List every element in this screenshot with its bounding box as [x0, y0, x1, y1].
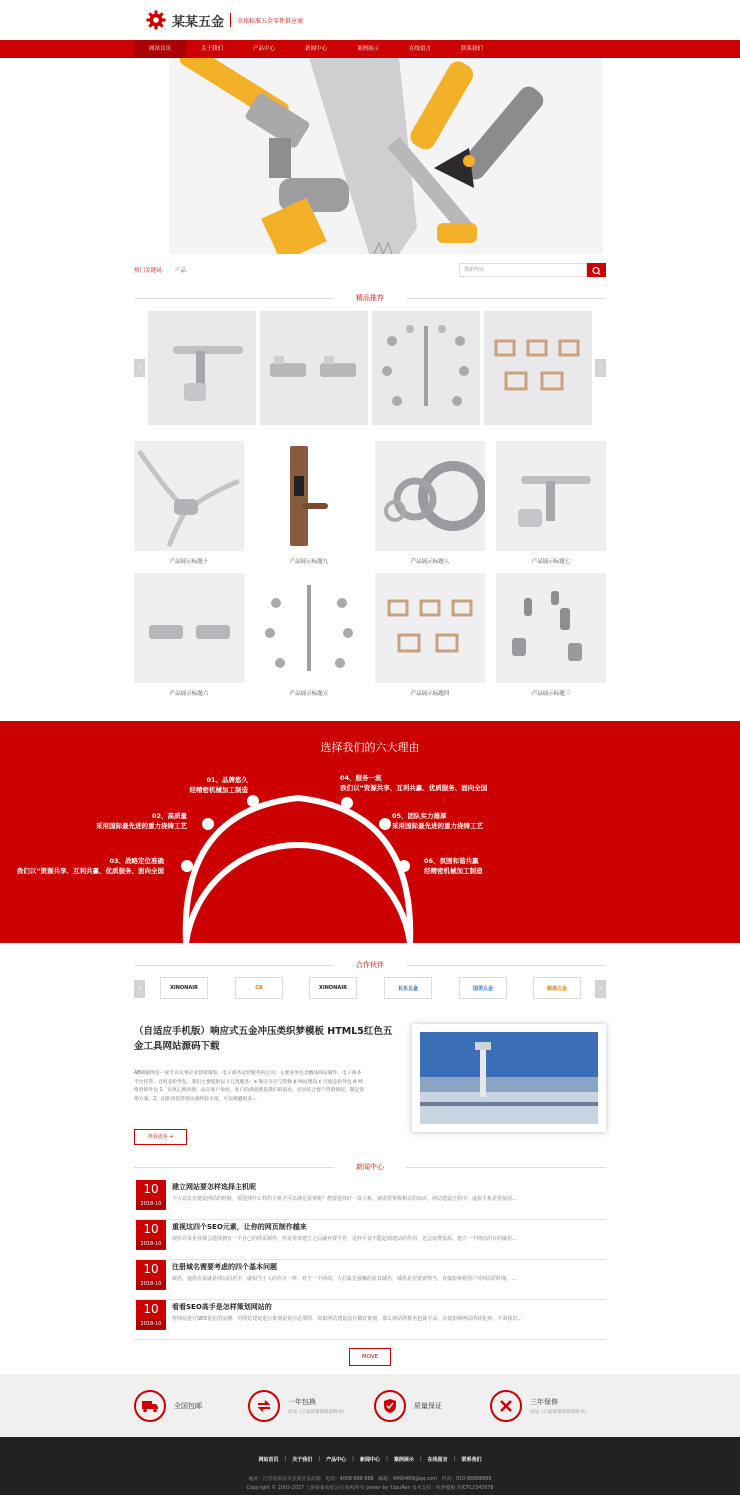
carousel-item[interactable]	[372, 311, 480, 425]
featured-section-title	[134, 292, 606, 304]
product-caption: 产品展示标题十	[169, 559, 209, 565]
partner-logo[interactable]: CX	[235, 977, 283, 999]
footer-link[interactable]: 案例展示	[393, 1457, 414, 1463]
partners-prev-arrow[interactable]: ‹	[134, 980, 145, 998]
logo-text: 某某五金	[172, 14, 225, 30]
featured-title-text: 精品推荐	[356, 294, 384, 302]
footer-link[interactable]: 新闻中心	[359, 1457, 380, 1463]
product-caption: 产品展示标题四	[410, 691, 450, 697]
nav-item-news[interactable]: 新闻中心	[304, 46, 327, 52]
airport-tower-image	[420, 1032, 598, 1124]
nav-item-home[interactable]: 网站首页	[134, 40, 186, 58]
service-item-shipping	[134, 1390, 202, 1422]
product-image	[254, 573, 364, 683]
exchange-icon	[248, 1390, 280, 1422]
product-image	[375, 441, 485, 551]
footer-link[interactable]: 网站首页	[258, 1457, 279, 1463]
news-date: 10 2018-10	[136, 1180, 166, 1210]
news-title[interactable]: 注册域名需要考虑的四个基本问题	[172, 1263, 277, 1271]
slogan: 全球标准五金零件供应商	[237, 17, 304, 25]
news-date: 10 2018-10	[136, 1220, 166, 1250]
search-button[interactable]	[587, 263, 606, 277]
partner-logo[interactable]: XINONAIR	[160, 977, 208, 999]
news-title[interactable]: 重视这四个SEO元素，让你的网页制作越来	[172, 1223, 307, 1231]
product-card[interactable]	[496, 441, 606, 565]
partners-title-text: 合作伙伴	[356, 961, 384, 969]
product-image	[375, 573, 485, 683]
nav-item-message[interactable]: 在线留言	[408, 46, 431, 52]
search-icon	[587, 264, 606, 278]
footer	[0, 1437, 740, 1495]
partners-next-arrow[interactable]: ›	[595, 980, 606, 998]
carousel-next-arrow[interactable]: ›	[595, 359, 606, 377]
about-body: AB模板网是一家专业从事企业营销策划、电子商务运营服务的公司，主要业务包含精品网站制作、电子商务平台托管、百度竞价外包、我们主要提供以下几类服务：a 淘宝开店与装修 b 网站建设 c 百度竞价外包 d 网络营销外包 1、以真心换真情，站在客户角度，客户的满意就是我们的追求，切实结合客户营销情况，制定营销方案。2、团队用信营销实战经验丰富，可以规避很多...	[134, 1071, 365, 1102]
footer-link[interactable]: 关于我们	[292, 1457, 313, 1463]
reasons-title: 选择我们的六大理由	[320, 741, 420, 754]
partner-logo[interactable]: 国美五金	[459, 977, 507, 999]
service-title: 三年保修	[530, 1398, 558, 1406]
reason-item-3: 03、战略定位准确 我们以“资源共享、互利共赢、优质服务、面向全国	[16, 857, 164, 875]
main-nav	[0, 40, 740, 58]
product-card[interactable]	[375, 573, 485, 697]
service-title: 全国包邮	[174, 1402, 202, 1410]
footer-copyright: Copyright © 2002-2017 上海某某商贸公司 版权所有 power by YzpuRen 技术支持：织梦模板 苏ICP12345678	[246, 1486, 494, 1491]
product-image	[496, 573, 606, 683]
reason-item-5: 05、团队实力雄厚 采用国际最先进的重力浇铸工艺	[392, 812, 483, 830]
hot-keywords-label: 热门关键词：	[134, 268, 168, 274]
product-card[interactable]	[134, 441, 244, 565]
service-bar	[0, 1374, 740, 1437]
reason-item-6: 06、氛围和谐共赢 经精密机械加工制造	[424, 857, 483, 875]
product-caption: 产品展示标题七	[531, 559, 571, 565]
connector-parts-image	[260, 311, 368, 425]
reason-item-4: 04、服务一流 我们以“资源共享、互利共赢、优质服务、面向全国	[340, 774, 488, 792]
footer-address: 地址：江苏省南京市玄武区玄武湖 电话：4008-888-888 邮箱：9490489@qq.com 传真：010-88888888	[248, 1477, 492, 1482]
tools-icon	[490, 1390, 522, 1422]
news-item[interactable]	[134, 1220, 606, 1260]
product-card[interactable]	[375, 441, 485, 565]
reason-item-2: 02、高质量 采用国际最先进的重力浇铸工艺	[96, 812, 187, 830]
product-card[interactable]	[496, 573, 606, 697]
news-title[interactable]: 建立网站要怎样选择主机呢	[172, 1183, 256, 1191]
news-section-title	[134, 1161, 606, 1173]
news-summary: 现在许多企业都会选择拥有一个自己的网页制作，但是常常建立之后就弃置不管，这样不仅不能起到建站的作用，还会浪费资源。建立一个网站的目的就在...	[172, 1236, 517, 1242]
about-title[interactable]: （自适应手机版）响应式五金冲压类织梦模板 HTML5红色五金工具网站源码下载	[134, 1026, 393, 1052]
product-image	[496, 441, 606, 551]
news-more-button[interactable]: MOVE	[349, 1348, 391, 1366]
product-caption: 产品展示标题五	[289, 691, 329, 697]
tools-banner-image	[169, 58, 603, 254]
about-more-button[interactable]: 查看更多 +	[134, 1129, 187, 1145]
news-summary: 个人站长在建设网站的时候，要选择什么样的主机才可以满足需要呢？想要选择好一款主机，就需要掌握相关的知识。网站建设过程中，虚拟主机是常使用...	[172, 1196, 517, 1202]
news-title[interactable]: 看看SEO高手是怎样策划网站的	[172, 1303, 272, 1311]
service-item-quality	[374, 1390, 442, 1422]
product-image	[134, 441, 244, 551]
six-reasons-section	[0, 721, 740, 943]
footer-nav: 网站首页 | 关于我们 | 产品中心 | 新闻中心 | 案例展示 | 在线留言 | 联系我们	[0, 1456, 740, 1463]
product-caption: 产品展示标题三	[531, 691, 571, 697]
nav-item-cases[interactable]: 案例展示	[356, 46, 379, 52]
hot-keywords	[134, 266, 186, 274]
nav-item-about[interactable]: 关于我们	[200, 46, 223, 52]
screw-parts-image	[372, 311, 480, 425]
news-date: 10 2018-10	[136, 1300, 166, 1330]
reason-item-1: 01、品牌悠久 经精密机械加工制造	[189, 776, 248, 794]
search-input[interactable]: 搜索内容	[459, 263, 587, 277]
news-item[interactable]	[134, 1260, 606, 1300]
service-title: 一年包换	[288, 1398, 316, 1406]
news-summary: 域名，通俗点说就是网站的名字，就相当于人的名字一样。对于一个网站，人们最先接触的是其域名，域名是否设置得当，直接影响着用户对网站的印象，...	[172, 1276, 517, 1282]
about-photo	[412, 1024, 606, 1132]
partner-logo[interactable]: 长乐五金	[384, 977, 432, 999]
gear-logo-icon	[146, 10, 166, 30]
service-item-warranty	[490, 1390, 589, 1422]
product-caption: 产品展示标题九	[289, 559, 329, 565]
carousel-item[interactable]	[148, 311, 256, 425]
service-item-exchange	[248, 1390, 347, 1422]
logo-divider	[230, 13, 231, 27]
footer-link[interactable]: 联系我们	[461, 1457, 482, 1463]
partners-section-title	[134, 959, 606, 971]
news-title-text: 新闻中心	[356, 1163, 384, 1171]
product-card[interactable]	[254, 573, 364, 697]
service-subtitle: 详见《产品促销说明说明书》	[288, 1410, 347, 1415]
product-caption: 产品展示标题六	[169, 691, 209, 697]
product-caption: 产品展示标题八	[410, 559, 450, 565]
carousel-item[interactable]	[260, 311, 368, 425]
partner-logo[interactable]: 顺通五金	[533, 977, 581, 999]
partner-logo[interactable]: XINONAIR	[309, 977, 357, 999]
truck-icon	[134, 1390, 166, 1422]
product-card[interactable]	[254, 441, 364, 565]
product-image	[254, 441, 364, 551]
carousel-prev-arrow[interactable]: ‹	[134, 359, 145, 377]
product-card[interactable]	[134, 573, 244, 697]
nav-item-contact[interactable]: 联系我们	[460, 46, 483, 52]
hero-banner[interactable]	[169, 58, 603, 254]
news-item[interactable]	[134, 1300, 606, 1340]
news-date: 10 2018-10	[136, 1260, 166, 1290]
shield-icon	[374, 1390, 406, 1422]
product-image	[134, 573, 244, 683]
nav-item-products[interactable]: 产品中心	[252, 46, 275, 52]
footer-link[interactable]: 在线留言	[427, 1457, 448, 1463]
logo[interactable]	[146, 10, 303, 30]
news-item[interactable]	[134, 1180, 606, 1220]
buckles-image	[484, 311, 592, 425]
footer-link[interactable]: 产品中心	[326, 1457, 347, 1463]
service-subtitle: 详见《产品促销说明说明书》	[530, 1410, 589, 1415]
t-handle-image	[148, 311, 256, 425]
service-title: 质量保证	[414, 1402, 442, 1410]
carousel-item[interactable]	[484, 311, 592, 425]
news-summary: 对网站进行SEO优化的前期，对网站建设进行策划是很有必要的。如果网站建设没有做好策划，那么网站的排名也就不高，直接影响网站的转化率。下面我们...	[172, 1316, 523, 1322]
hot-keyword-link[interactable]: 产品	[175, 268, 187, 274]
